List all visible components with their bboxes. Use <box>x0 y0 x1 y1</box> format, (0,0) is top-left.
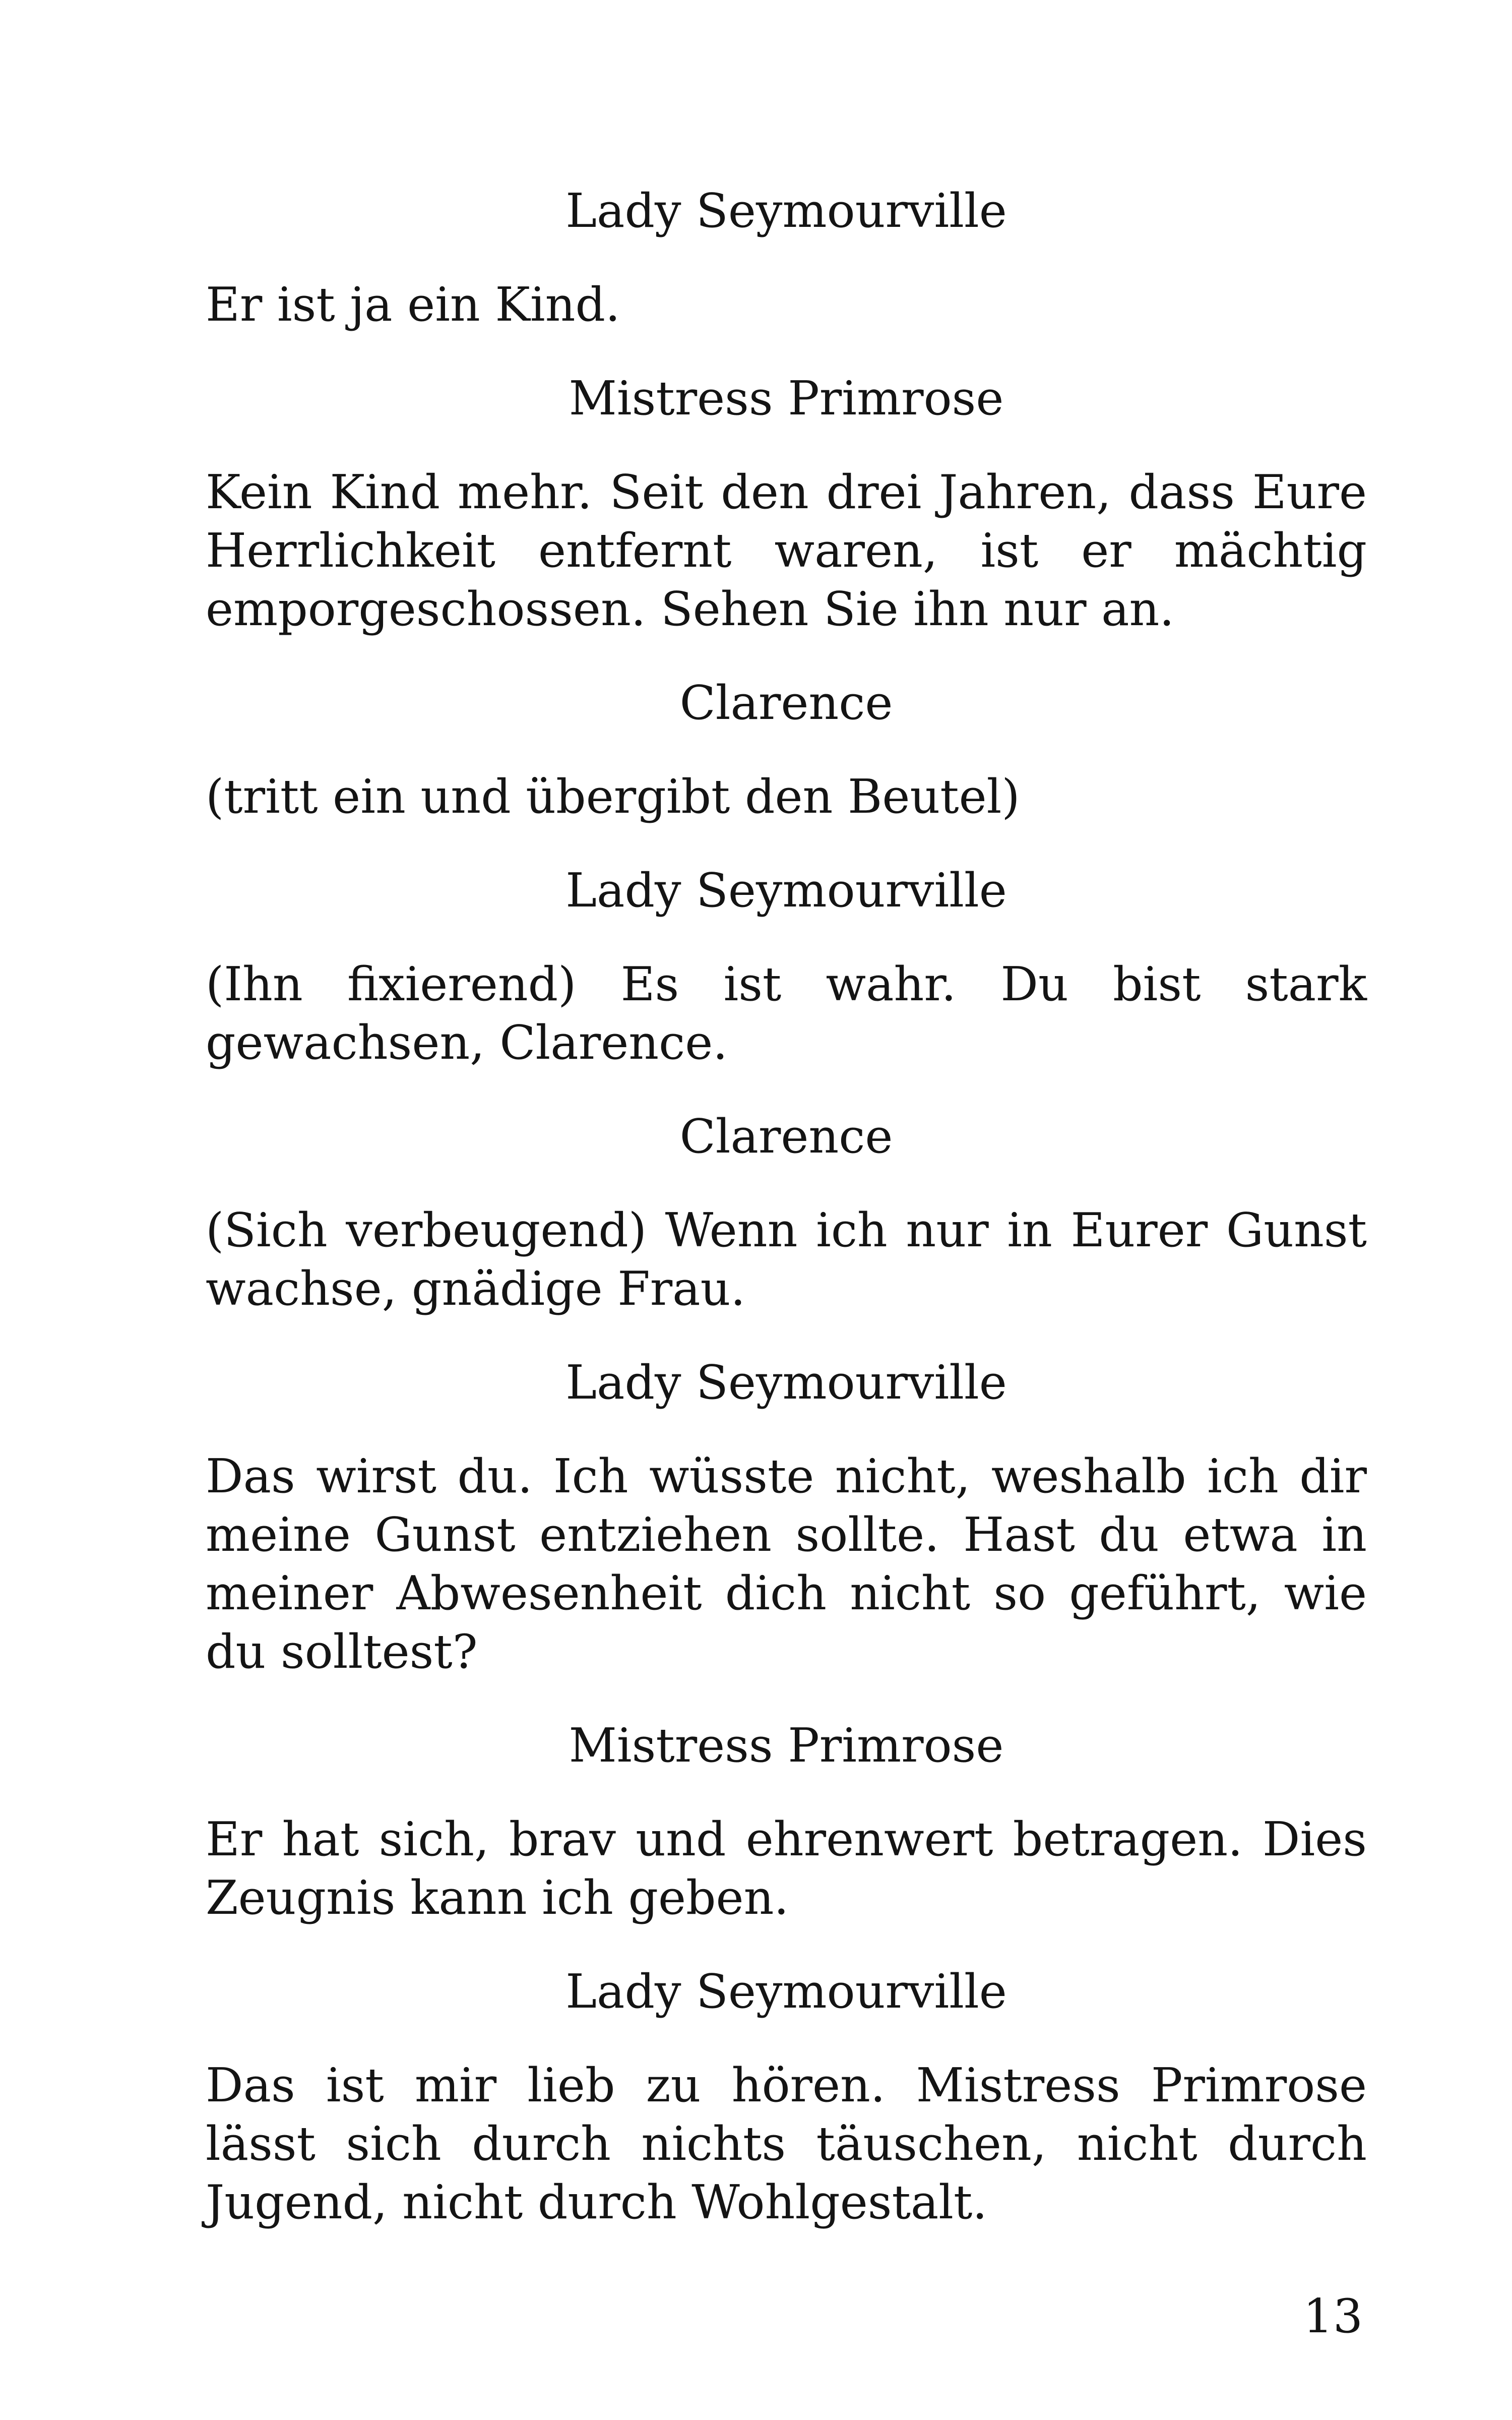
speaker-name: Mistress Primrose <box>569 1718 1004 1773</box>
dialogue-line: Er hat sich, brav und ehrenwert betragen. Dies Zeugnis kann ich geben. <box>206 1812 1367 1925</box>
dialogue-line: Das wirst du. Ich wüsste nicht, weshalb ich dir meine Gunst entziehen sollte. Hast du etwa in meiner Abwesenheit dich nicht so geführt, wie du solltest? <box>206 1449 1367 1679</box>
book-page-text <box>206 182 1367 2267</box>
dialogue-line: (Sich verbeugend) Wenn ich nur in Eurer Gunst wachse, gnädige Frau. <box>206 1203 1367 1316</box>
speaker-name: Mistress Primrose <box>569 371 1004 426</box>
speaker-name: Clarence <box>679 1109 893 1164</box>
speaker-name: Lady Seymourville <box>565 1355 1007 1410</box>
dialogue-line: Er ist ja ein Kind. <box>206 277 620 332</box>
speaker-name: Lady Seymourville <box>565 1964 1007 2019</box>
page-number: 13 <box>1303 2289 1363 2343</box>
speaker-name: Lady Seymourville <box>565 863 1007 918</box>
speaker-name: Lady Seymourville <box>565 184 1007 238</box>
dialogue-line: (Ihn fixierend) Es ist wahr. Du bist stark gewachsen, Clarence. <box>206 957 1367 1070</box>
speaker-name: Clarence <box>679 676 893 730</box>
dialogue-line: Das ist mir lieb zu hören. Mistress Primrose lässt sich durch nichts täuschen, nicht durch Jugend, nicht durch Wohlgestalt. <box>206 2058 1367 2229</box>
dialogue-line: Kein Kind mehr. Seit den drei Jahren, dass Eure Herrlichkeit entfernt waren, ist er mächtig emporgeschossen. Sehen Sie ihn nur an. <box>206 465 1367 636</box>
stage-direction: (tritt ein und übergibt den Beutel) <box>206 769 1020 824</box>
